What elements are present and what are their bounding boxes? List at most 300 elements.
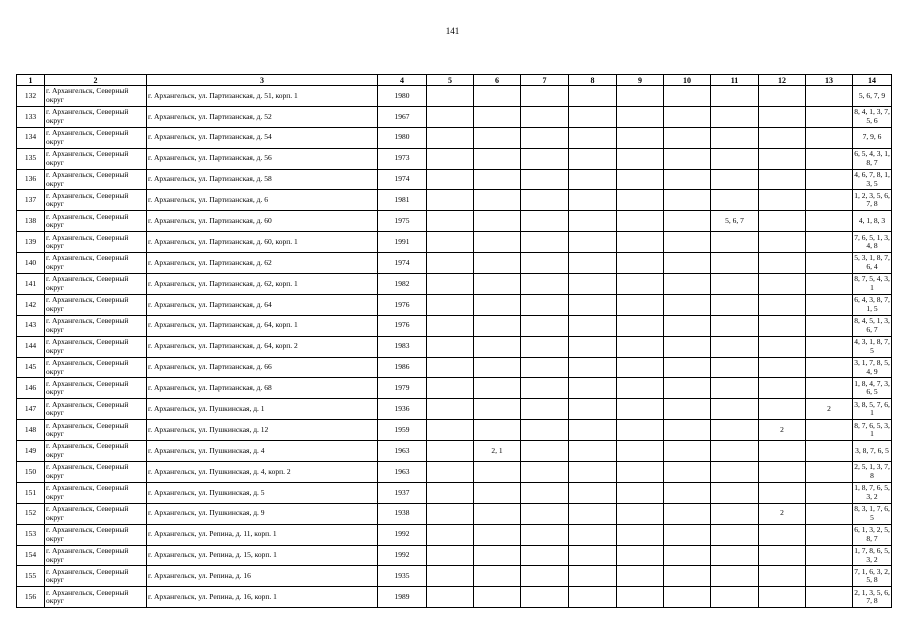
district-cell: г. Архангельск, Северный округ	[45, 86, 147, 107]
year-cell: 1976	[378, 315, 427, 336]
col-14-cell: 6, 1, 3, 2, 5, 8, 7	[853, 524, 892, 545]
col-12-cell	[759, 127, 806, 148]
year-cell: 1983	[378, 336, 427, 357]
col-6-cell	[474, 462, 521, 483]
col-10-cell	[664, 148, 711, 169]
page-number: 141	[445, 26, 460, 36]
col-7-cell	[521, 587, 569, 608]
row-number-cell: 134	[17, 127, 45, 148]
table-row	[17, 253, 892, 274]
col-5-cell	[427, 190, 474, 211]
address-cell: г. Архангельск, ул. Партизанская, д. 62, корп. 1	[147, 274, 378, 295]
col-14-cell: 8, 7, 6, 5, 3, 1	[853, 420, 892, 441]
col-9-cell	[617, 169, 664, 190]
col-13-cell	[806, 211, 853, 232]
district-cell: г. Архангельск, Северный округ	[45, 378, 147, 399]
col-14-cell: 2, 1, 3, 5, 6, 7, 8	[853, 587, 892, 608]
col-8-cell	[569, 190, 617, 211]
col-7-cell	[521, 566, 569, 587]
district-cell: г. Архангельск, Северный округ	[45, 253, 147, 274]
col-13-cell	[806, 462, 853, 483]
col-10-cell	[664, 106, 711, 127]
col-13-cell	[806, 545, 853, 566]
address-cell: г. Архангельск, ул. Партизанская, д. 51, корп. 1	[147, 86, 378, 107]
district-cell: г. Архангельск, Северный округ	[45, 294, 147, 315]
col-12-cell	[759, 482, 806, 503]
row-number-cell: 156	[17, 587, 45, 608]
col-13-cell	[806, 378, 853, 399]
column-header-3: 3	[147, 75, 378, 86]
col-8-cell	[569, 315, 617, 336]
col-12-cell: 2	[759, 503, 806, 524]
year-cell: 1992	[378, 524, 427, 545]
col-13-cell	[806, 253, 853, 274]
row-number-cell: 132	[17, 86, 45, 107]
col-5-cell	[427, 253, 474, 274]
district-cell: г. Архангельск, Северный округ	[45, 336, 147, 357]
col-12-cell	[759, 462, 806, 483]
col-10-cell	[664, 441, 711, 462]
col-11-cell	[711, 106, 759, 127]
col-5-cell	[427, 294, 474, 315]
col-6-cell	[474, 190, 521, 211]
col-12-cell	[759, 169, 806, 190]
col-14-cell: 8, 7, 5, 4, 3, 1	[853, 274, 892, 295]
col-10-cell	[664, 482, 711, 503]
col-10-cell	[664, 169, 711, 190]
table-header	[17, 75, 892, 86]
address-cell: г. Архангельск, ул. Партизанская, д. 60	[147, 211, 378, 232]
col-7-cell	[521, 211, 569, 232]
col-7-cell	[521, 482, 569, 503]
col-5-cell	[427, 378, 474, 399]
col-14-cell: 6, 4, 3, 8, 7, 1, 5	[853, 294, 892, 315]
district-cell: г. Архангельск, Северный округ	[45, 524, 147, 545]
col-6-cell	[474, 545, 521, 566]
table-row	[17, 86, 892, 107]
col-14-cell: 3, 8, 7, 6, 5	[853, 441, 892, 462]
year-cell: 1986	[378, 357, 427, 378]
col-9-cell	[617, 462, 664, 483]
col-14-cell: 1, 8, 7, 6, 5, 3, 2	[853, 482, 892, 503]
col-12-cell	[759, 399, 806, 420]
col-11-cell	[711, 503, 759, 524]
table-row	[17, 399, 892, 420]
table-row	[17, 315, 892, 336]
row-number-cell: 151	[17, 482, 45, 503]
row-number-cell: 135	[17, 148, 45, 169]
col-6-cell	[474, 86, 521, 107]
col-10-cell	[664, 399, 711, 420]
col-10-cell	[664, 378, 711, 399]
col-5-cell	[427, 336, 474, 357]
year-cell: 1967	[378, 106, 427, 127]
col-9-cell	[617, 106, 664, 127]
year-cell: 1991	[378, 232, 427, 253]
col-11-cell	[711, 545, 759, 566]
col-6-cell	[474, 357, 521, 378]
year-cell: 1976	[378, 294, 427, 315]
address-cell: г. Архангельск, ул. Партизанская, д. 58	[147, 169, 378, 190]
col-11-cell	[711, 441, 759, 462]
col-7-cell	[521, 503, 569, 524]
address-cell: г. Архангельск, ул. Партизанская, д. 56	[147, 148, 378, 169]
col-5-cell	[427, 274, 474, 295]
col-6-cell	[474, 148, 521, 169]
col-6-cell	[474, 274, 521, 295]
col-13-cell	[806, 190, 853, 211]
column-header-8: 8	[569, 75, 617, 86]
table-row	[17, 127, 892, 148]
col-12-cell	[759, 274, 806, 295]
col-8-cell	[569, 336, 617, 357]
table-row	[17, 566, 892, 587]
col-9-cell	[617, 482, 664, 503]
col-7-cell	[521, 294, 569, 315]
row-number-cell: 149	[17, 441, 45, 462]
address-cell: г. Архангельск, ул. Партизанская, д. 66	[147, 357, 378, 378]
col-8-cell	[569, 441, 617, 462]
col-11-cell	[711, 148, 759, 169]
column-header-7: 7	[521, 75, 569, 86]
col-14-cell: 4, 3, 1, 8, 7, 5	[853, 336, 892, 357]
col-12-cell	[759, 106, 806, 127]
col-14-cell: 3, 8, 5, 7, 6, 1	[853, 399, 892, 420]
district-cell: г. Архангельск, Северный округ	[45, 106, 147, 127]
col-8-cell	[569, 148, 617, 169]
row-number-cell: 137	[17, 190, 45, 211]
col-10-cell	[664, 357, 711, 378]
table-row	[17, 420, 892, 441]
col-10-cell	[664, 315, 711, 336]
col-12-cell	[759, 524, 806, 545]
col-8-cell	[569, 274, 617, 295]
col-7-cell	[521, 524, 569, 545]
row-number-cell: 148	[17, 420, 45, 441]
col-14-cell: 2, 5, 1, 3, 7, 8	[853, 462, 892, 483]
col-13-cell: 2	[806, 399, 853, 420]
col-14-cell: 3, 1, 7, 8, 5, 4, 9	[853, 357, 892, 378]
col-13-cell	[806, 294, 853, 315]
district-cell: г. Архангельск, Северный округ	[45, 190, 147, 211]
col-7-cell	[521, 420, 569, 441]
col-6-cell	[474, 232, 521, 253]
col-12-cell	[759, 148, 806, 169]
table-row	[17, 545, 892, 566]
col-7-cell	[521, 169, 569, 190]
col-5-cell	[427, 441, 474, 462]
year-cell: 1936	[378, 399, 427, 420]
district-cell: г. Архангельск, Северный округ	[45, 545, 147, 566]
col-7-cell	[521, 315, 569, 336]
col-6-cell	[474, 482, 521, 503]
col-12-cell: 2	[759, 420, 806, 441]
column-header-6: 6	[474, 75, 521, 86]
column-header-2: 2	[45, 75, 147, 86]
column-header-5: 5	[427, 75, 474, 86]
col-11-cell	[711, 462, 759, 483]
year-cell: 1937	[378, 482, 427, 503]
col-6-cell	[474, 336, 521, 357]
district-cell: г. Архангельск, Северный округ	[45, 274, 147, 295]
column-header-4: 4	[378, 75, 427, 86]
row-number-cell: 144	[17, 336, 45, 357]
col-10-cell	[664, 127, 711, 148]
table-row	[17, 357, 892, 378]
col-12-cell	[759, 211, 806, 232]
year-cell: 1979	[378, 378, 427, 399]
col-11-cell: 5, 6, 7	[711, 211, 759, 232]
col-7-cell	[521, 232, 569, 253]
col-14-cell: 1, 8, 4, 7, 3, 6, 5	[853, 378, 892, 399]
row-number-cell: 147	[17, 399, 45, 420]
col-13-cell	[806, 524, 853, 545]
year-cell: 1959	[378, 420, 427, 441]
year-cell: 1935	[378, 566, 427, 587]
col-11-cell	[711, 566, 759, 587]
year-cell: 1973	[378, 148, 427, 169]
col-11-cell	[711, 169, 759, 190]
col-10-cell	[664, 190, 711, 211]
col-10-cell	[664, 566, 711, 587]
year-cell: 1974	[378, 169, 427, 190]
col-6-cell	[474, 169, 521, 190]
year-cell: 1975	[378, 211, 427, 232]
year-cell: 1963	[378, 441, 427, 462]
col-10-cell	[664, 462, 711, 483]
col-8-cell	[569, 169, 617, 190]
col-12-cell	[759, 336, 806, 357]
col-14-cell: 4, 6, 7, 8, 1, 3, 5	[853, 169, 892, 190]
address-cell: г. Архангельск, ул. Пушкинская, д. 9	[147, 503, 378, 524]
col-5-cell	[427, 566, 474, 587]
year-cell: 1974	[378, 253, 427, 274]
district-cell: г. Архангельск, Северный округ	[45, 315, 147, 336]
registry-table	[16, 74, 892, 608]
col-14-cell: 7, 6, 5, 1, 3, 4, 8	[853, 232, 892, 253]
col-6-cell	[474, 211, 521, 232]
col-9-cell	[617, 253, 664, 274]
col-11-cell	[711, 482, 759, 503]
table-row	[17, 169, 892, 190]
row-number-cell: 136	[17, 169, 45, 190]
col-6-cell: 2, 1	[474, 441, 521, 462]
col-8-cell	[569, 232, 617, 253]
table-row	[17, 587, 892, 608]
col-9-cell	[617, 399, 664, 420]
col-14-cell: 8, 3, 1, 7, 6, 5	[853, 503, 892, 524]
district-cell: г. Архангельск, Северный округ	[45, 462, 147, 483]
district-cell: г. Архангельск, Северный округ	[45, 420, 147, 441]
col-5-cell	[427, 587, 474, 608]
district-cell: г. Архангельск, Северный округ	[45, 232, 147, 253]
col-13-cell	[806, 232, 853, 253]
col-12-cell	[759, 357, 806, 378]
year-cell: 1980	[378, 86, 427, 107]
col-5-cell	[427, 169, 474, 190]
table-row	[17, 190, 892, 211]
col-8-cell	[569, 357, 617, 378]
col-6-cell	[474, 315, 521, 336]
col-6-cell	[474, 378, 521, 399]
col-12-cell	[759, 86, 806, 107]
col-8-cell	[569, 86, 617, 107]
district-cell: г. Архангельск, Северный округ	[45, 482, 147, 503]
row-number-cell: 140	[17, 253, 45, 274]
col-6-cell	[474, 399, 521, 420]
table-row	[17, 106, 892, 127]
col-13-cell	[806, 148, 853, 169]
address-cell: г. Архангельск, ул. Партизанская, д. 54	[147, 127, 378, 148]
address-cell: г. Архангельск, ул. Репина, д. 16	[147, 566, 378, 587]
col-11-cell	[711, 253, 759, 274]
year-cell: 1963	[378, 462, 427, 483]
col-8-cell	[569, 399, 617, 420]
address-cell: г. Архангельск, ул. Партизанская, д. 6	[147, 190, 378, 211]
col-8-cell	[569, 106, 617, 127]
district-cell: г. Архангельск, Северный округ	[45, 127, 147, 148]
district-cell: г. Архангельск, Северный округ	[45, 503, 147, 524]
col-8-cell	[569, 378, 617, 399]
address-cell: г. Архангельск, ул. Партизанская, д. 64, корп. 2	[147, 336, 378, 357]
table-row	[17, 211, 892, 232]
address-cell: г. Архангельск, ул. Пушкинская, д. 1	[147, 399, 378, 420]
row-number-cell: 150	[17, 462, 45, 483]
col-9-cell	[617, 566, 664, 587]
col-7-cell	[521, 357, 569, 378]
year-cell: 1992	[378, 545, 427, 566]
row-number-cell: 133	[17, 106, 45, 127]
col-12-cell	[759, 566, 806, 587]
address-cell: г. Архангельск, ул. Партизанская, д. 60, корп. 1	[147, 232, 378, 253]
address-cell: г. Архангельск, ул. Партизанская, д. 52	[147, 106, 378, 127]
col-11-cell	[711, 86, 759, 107]
col-5-cell	[427, 462, 474, 483]
col-10-cell	[664, 86, 711, 107]
col-10-cell	[664, 420, 711, 441]
col-9-cell	[617, 315, 664, 336]
col-9-cell	[617, 378, 664, 399]
row-number-cell: 152	[17, 503, 45, 524]
column-header-10: 10	[664, 75, 711, 86]
col-9-cell	[617, 274, 664, 295]
table-row	[17, 232, 892, 253]
col-13-cell	[806, 169, 853, 190]
col-12-cell	[759, 315, 806, 336]
table-row	[17, 378, 892, 399]
col-10-cell	[664, 253, 711, 274]
col-12-cell	[759, 587, 806, 608]
col-12-cell	[759, 253, 806, 274]
col-9-cell	[617, 294, 664, 315]
col-9-cell	[617, 524, 664, 545]
address-cell: г. Архангельск, ул. Пушкинская, д. 5	[147, 482, 378, 503]
col-11-cell	[711, 190, 759, 211]
address-cell: г. Архангельск, ул. Репина, д. 16, корп. 1	[147, 587, 378, 608]
col-6-cell	[474, 587, 521, 608]
row-number-cell: 146	[17, 378, 45, 399]
col-8-cell	[569, 587, 617, 608]
col-12-cell	[759, 441, 806, 462]
col-8-cell	[569, 566, 617, 587]
col-14-cell: 4, 1, 8, 3	[853, 211, 892, 232]
row-number-cell: 139	[17, 232, 45, 253]
col-9-cell	[617, 587, 664, 608]
col-5-cell	[427, 315, 474, 336]
col-8-cell	[569, 294, 617, 315]
col-9-cell	[617, 148, 664, 169]
col-11-cell	[711, 399, 759, 420]
district-cell: г. Архангельск, Северный округ	[45, 169, 147, 190]
col-13-cell	[806, 482, 853, 503]
col-5-cell	[427, 148, 474, 169]
col-9-cell	[617, 357, 664, 378]
row-number-cell: 141	[17, 274, 45, 295]
table-row	[17, 274, 892, 295]
row-number-cell: 138	[17, 211, 45, 232]
col-14-cell: 1, 7, 8, 6, 5, 3, 2	[853, 545, 892, 566]
col-11-cell	[711, 587, 759, 608]
col-10-cell	[664, 211, 711, 232]
col-5-cell	[427, 86, 474, 107]
district-cell: г. Архангельск, Северный округ	[45, 148, 147, 169]
district-cell: г. Архангельск, Северный округ	[45, 357, 147, 378]
col-12-cell	[759, 545, 806, 566]
col-6-cell	[474, 253, 521, 274]
table-row	[17, 441, 892, 462]
col-10-cell	[664, 232, 711, 253]
col-7-cell	[521, 399, 569, 420]
col-8-cell	[569, 211, 617, 232]
row-number-cell: 143	[17, 315, 45, 336]
col-11-cell	[711, 336, 759, 357]
table-row	[17, 503, 892, 524]
table-row	[17, 336, 892, 357]
col-7-cell	[521, 462, 569, 483]
column-header-9: 9	[617, 75, 664, 86]
table-row	[17, 482, 892, 503]
address-cell: г. Архангельск, ул. Партизанская, д. 64, корп. 1	[147, 315, 378, 336]
col-12-cell	[759, 378, 806, 399]
col-6-cell	[474, 294, 521, 315]
col-5-cell	[427, 399, 474, 420]
col-11-cell	[711, 378, 759, 399]
col-6-cell	[474, 524, 521, 545]
address-cell: г. Архангельск, ул. Пушкинская, д. 4, корп. 2	[147, 462, 378, 483]
col-10-cell	[664, 294, 711, 315]
district-cell: г. Архангельск, Северный округ	[45, 441, 147, 462]
col-5-cell	[427, 545, 474, 566]
col-8-cell	[569, 482, 617, 503]
district-cell: г. Архангельск, Северный округ	[45, 587, 147, 608]
col-9-cell	[617, 545, 664, 566]
address-cell: г. Архангельск, ул. Репина, д. 11, корп. 1	[147, 524, 378, 545]
col-8-cell	[569, 503, 617, 524]
col-8-cell	[569, 420, 617, 441]
district-cell: г. Архангельск, Северный округ	[45, 566, 147, 587]
col-6-cell	[474, 420, 521, 441]
col-5-cell	[427, 127, 474, 148]
col-5-cell	[427, 106, 474, 127]
col-7-cell	[521, 148, 569, 169]
col-5-cell	[427, 357, 474, 378]
col-5-cell	[427, 232, 474, 253]
col-5-cell	[427, 420, 474, 441]
col-8-cell	[569, 127, 617, 148]
col-7-cell	[521, 86, 569, 107]
col-13-cell	[806, 587, 853, 608]
address-cell: г. Архангельск, ул. Пушкинская, д. 12	[147, 420, 378, 441]
